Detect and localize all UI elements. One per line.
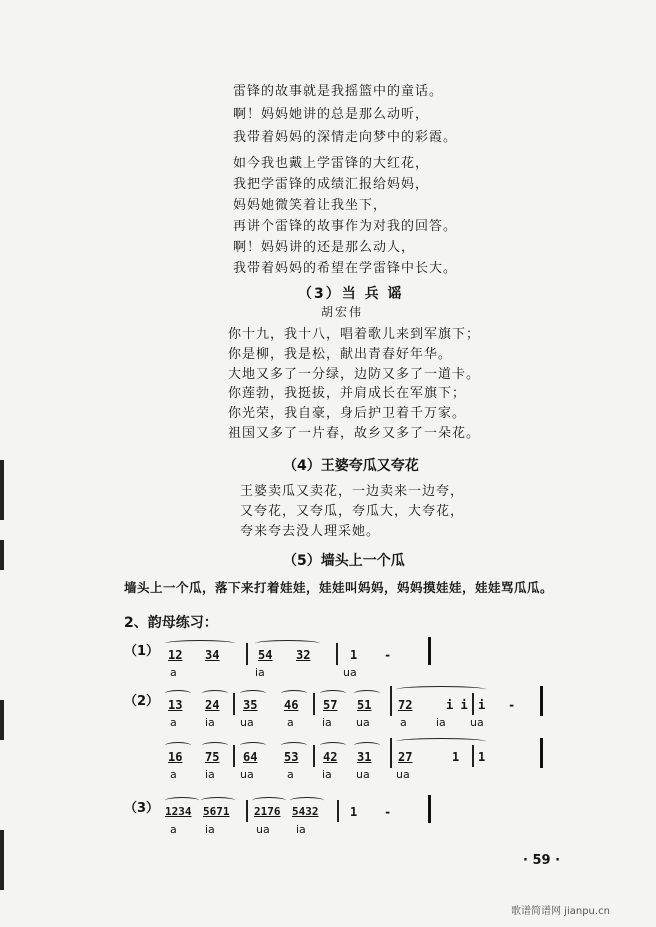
syllable: ia: [255, 666, 265, 679]
syllable: ia: [322, 768, 332, 781]
slur: [354, 742, 380, 749]
end-bar: [540, 686, 543, 716]
note-group: 51: [357, 698, 372, 712]
slur: [255, 640, 320, 647]
slur: [240, 742, 266, 749]
poem-line: 再讲个雷锋的故事作为对我的回答。: [233, 219, 458, 234]
syllable: a: [287, 716, 294, 729]
slur: [320, 742, 346, 749]
scan-edge-mark: [0, 540, 4, 570]
syllable: ua: [240, 768, 254, 781]
slur: [252, 797, 286, 804]
syllable: ia: [322, 716, 332, 729]
slur: [165, 797, 199, 804]
poem-line: 我带着妈妈的希望在学雷锋中长大。: [233, 261, 458, 276]
slur: [290, 797, 324, 804]
note-group: 1234: [165, 805, 192, 818]
note-group: 72: [398, 698, 413, 712]
poem-line: 大地又多了一分绿，边防又多了一道卡。: [228, 367, 481, 382]
note-group: 2176: [254, 805, 281, 818]
slur: [240, 690, 266, 697]
poem-2-author: 胡宏伟: [321, 305, 364, 319]
bar-line: [472, 693, 474, 715]
poem-4-title: （5）墙头上一个瓜: [283, 553, 405, 569]
note: 1: [350, 648, 358, 662]
slur: [396, 686, 486, 693]
note-group: 35: [243, 698, 258, 712]
scan-edge-mark: [0, 700, 4, 740]
bar-line: [390, 738, 392, 768]
section-heading: 2、韵母练习：: [124, 615, 218, 631]
poem-line: 妈妈她微笑着让我坐下，: [233, 198, 388, 213]
syllable: a: [170, 716, 177, 729]
poem-line: 你是柳，我是松，献出青春好年华。: [228, 347, 453, 362]
scan-edge-mark: [0, 830, 4, 890]
note: i: [478, 698, 486, 712]
note-group: 42: [323, 750, 338, 764]
slur: [202, 742, 228, 749]
bar-line: [313, 745, 315, 767]
page-number: · 59 ·: [523, 853, 561, 868]
note-group: 27: [398, 750, 413, 764]
exercise-label: （1）: [124, 644, 160, 659]
syllable: ua: [256, 823, 270, 836]
syllable: ua: [240, 716, 254, 729]
note-group: 54: [258, 648, 273, 662]
syllable: ia: [436, 716, 446, 729]
slur: [281, 742, 307, 749]
poem-line: 又夸花，又夸瓜，夸瓜大，大夸花，: [240, 504, 465, 519]
poem-line: 我把学雷锋的成绩汇报给妈妈，: [233, 177, 430, 192]
poem-line: 你莲勃，我挺拔，并肩成长在军旗下；: [228, 386, 467, 401]
note-group: 34: [205, 648, 220, 662]
note-group: 16: [168, 750, 183, 764]
poem-line: 祖国又多了一片春，故乡又多了一朵花。: [228, 426, 481, 441]
note-group: 5432: [292, 805, 319, 818]
poem-line: 你十九，我十八，唱着歌儿来到军旗下；: [228, 327, 481, 342]
slur: [165, 690, 191, 697]
bar-line: [336, 643, 338, 665]
poem-line: 你光荣，我自豪，身后护卫着千万家。: [228, 406, 467, 421]
poem-line: 雷锋的故事就是我摇篮中的童话。: [233, 84, 444, 99]
slur: [201, 797, 235, 804]
poem-line: 王婆卖瓜又卖花，一边卖来一边夸，: [240, 484, 465, 499]
note-group: 31: [357, 750, 372, 764]
note-group: 46: [284, 698, 299, 712]
note-group: 32: [296, 648, 311, 662]
slur: [396, 738, 486, 745]
note-group: i i: [446, 698, 468, 712]
note-group: 57: [323, 698, 338, 712]
slur: [320, 690, 346, 697]
end-bar: [540, 738, 543, 768]
bar-line: [472, 745, 474, 767]
bar-line: [337, 800, 339, 822]
syllable: ua: [396, 768, 410, 781]
note-group: 24: [205, 698, 220, 712]
slur: [165, 640, 235, 647]
exercise-label: （2）: [124, 694, 160, 709]
bar-line: [233, 745, 235, 767]
bar-line: [313, 693, 315, 715]
bar-line: [246, 800, 248, 822]
poem-line: 啊！妈妈她讲的总是那么动听，: [233, 107, 430, 122]
note: -: [508, 698, 516, 712]
end-bar: [428, 637, 431, 665]
syllable: a: [170, 823, 177, 836]
slur: [354, 690, 380, 697]
note-group: 5671: [203, 805, 230, 818]
note: -: [384, 805, 392, 819]
scan-edge-mark: [0, 460, 4, 520]
note: 1: [452, 750, 460, 764]
syllable: ua: [343, 666, 357, 679]
syllable: ia: [205, 823, 215, 836]
syllable: a: [400, 716, 407, 729]
syllable: ia: [205, 768, 215, 781]
bar-line: [390, 686, 392, 716]
poem-line: 墙头上一个瓜，落下来打着娃娃，娃娃叫妈妈，妈妈摸娃娃，娃娃骂瓜瓜。: [124, 580, 554, 595]
syllable: ia: [296, 823, 306, 836]
poem-line: 如今我也戴上学雷锋的大红花，: [233, 156, 430, 171]
poem-line: 我带着妈妈的深情走向梦中的彩霞。: [233, 130, 458, 145]
syllable: ua: [356, 716, 370, 729]
note: 1: [350, 805, 358, 819]
note-group: 64: [243, 750, 258, 764]
bar-line: [233, 693, 235, 715]
syllable: ua: [356, 768, 370, 781]
syllable: ia: [205, 716, 215, 729]
note: -: [384, 648, 392, 662]
note-group: 13: [168, 698, 183, 712]
poem-line: 啊！妈妈讲的还是那么动人，: [233, 240, 416, 255]
syllable: ua: [470, 716, 484, 729]
poem-2-title: （3）当 兵 谣: [298, 286, 404, 302]
syllable: a: [287, 768, 294, 781]
syllable: a: [170, 768, 177, 781]
poem-3-title: （4）王婆夸瓜又夸花: [283, 458, 419, 474]
watermark: 歌谱简谱网 jianpu.cn: [511, 906, 610, 917]
slur: [202, 690, 228, 697]
note-group: 75: [205, 750, 220, 764]
exercise-label: （3）: [124, 801, 160, 816]
poem-line: 夸来夸去没人理采她。: [240, 524, 381, 539]
note-group: 53: [284, 750, 299, 764]
note-group: 12: [168, 648, 183, 662]
syllable: a: [170, 666, 177, 679]
slur: [281, 690, 307, 697]
slur: [165, 742, 191, 749]
bar-line: [246, 643, 248, 665]
end-bar: [428, 795, 431, 823]
note: 1: [478, 750, 486, 764]
